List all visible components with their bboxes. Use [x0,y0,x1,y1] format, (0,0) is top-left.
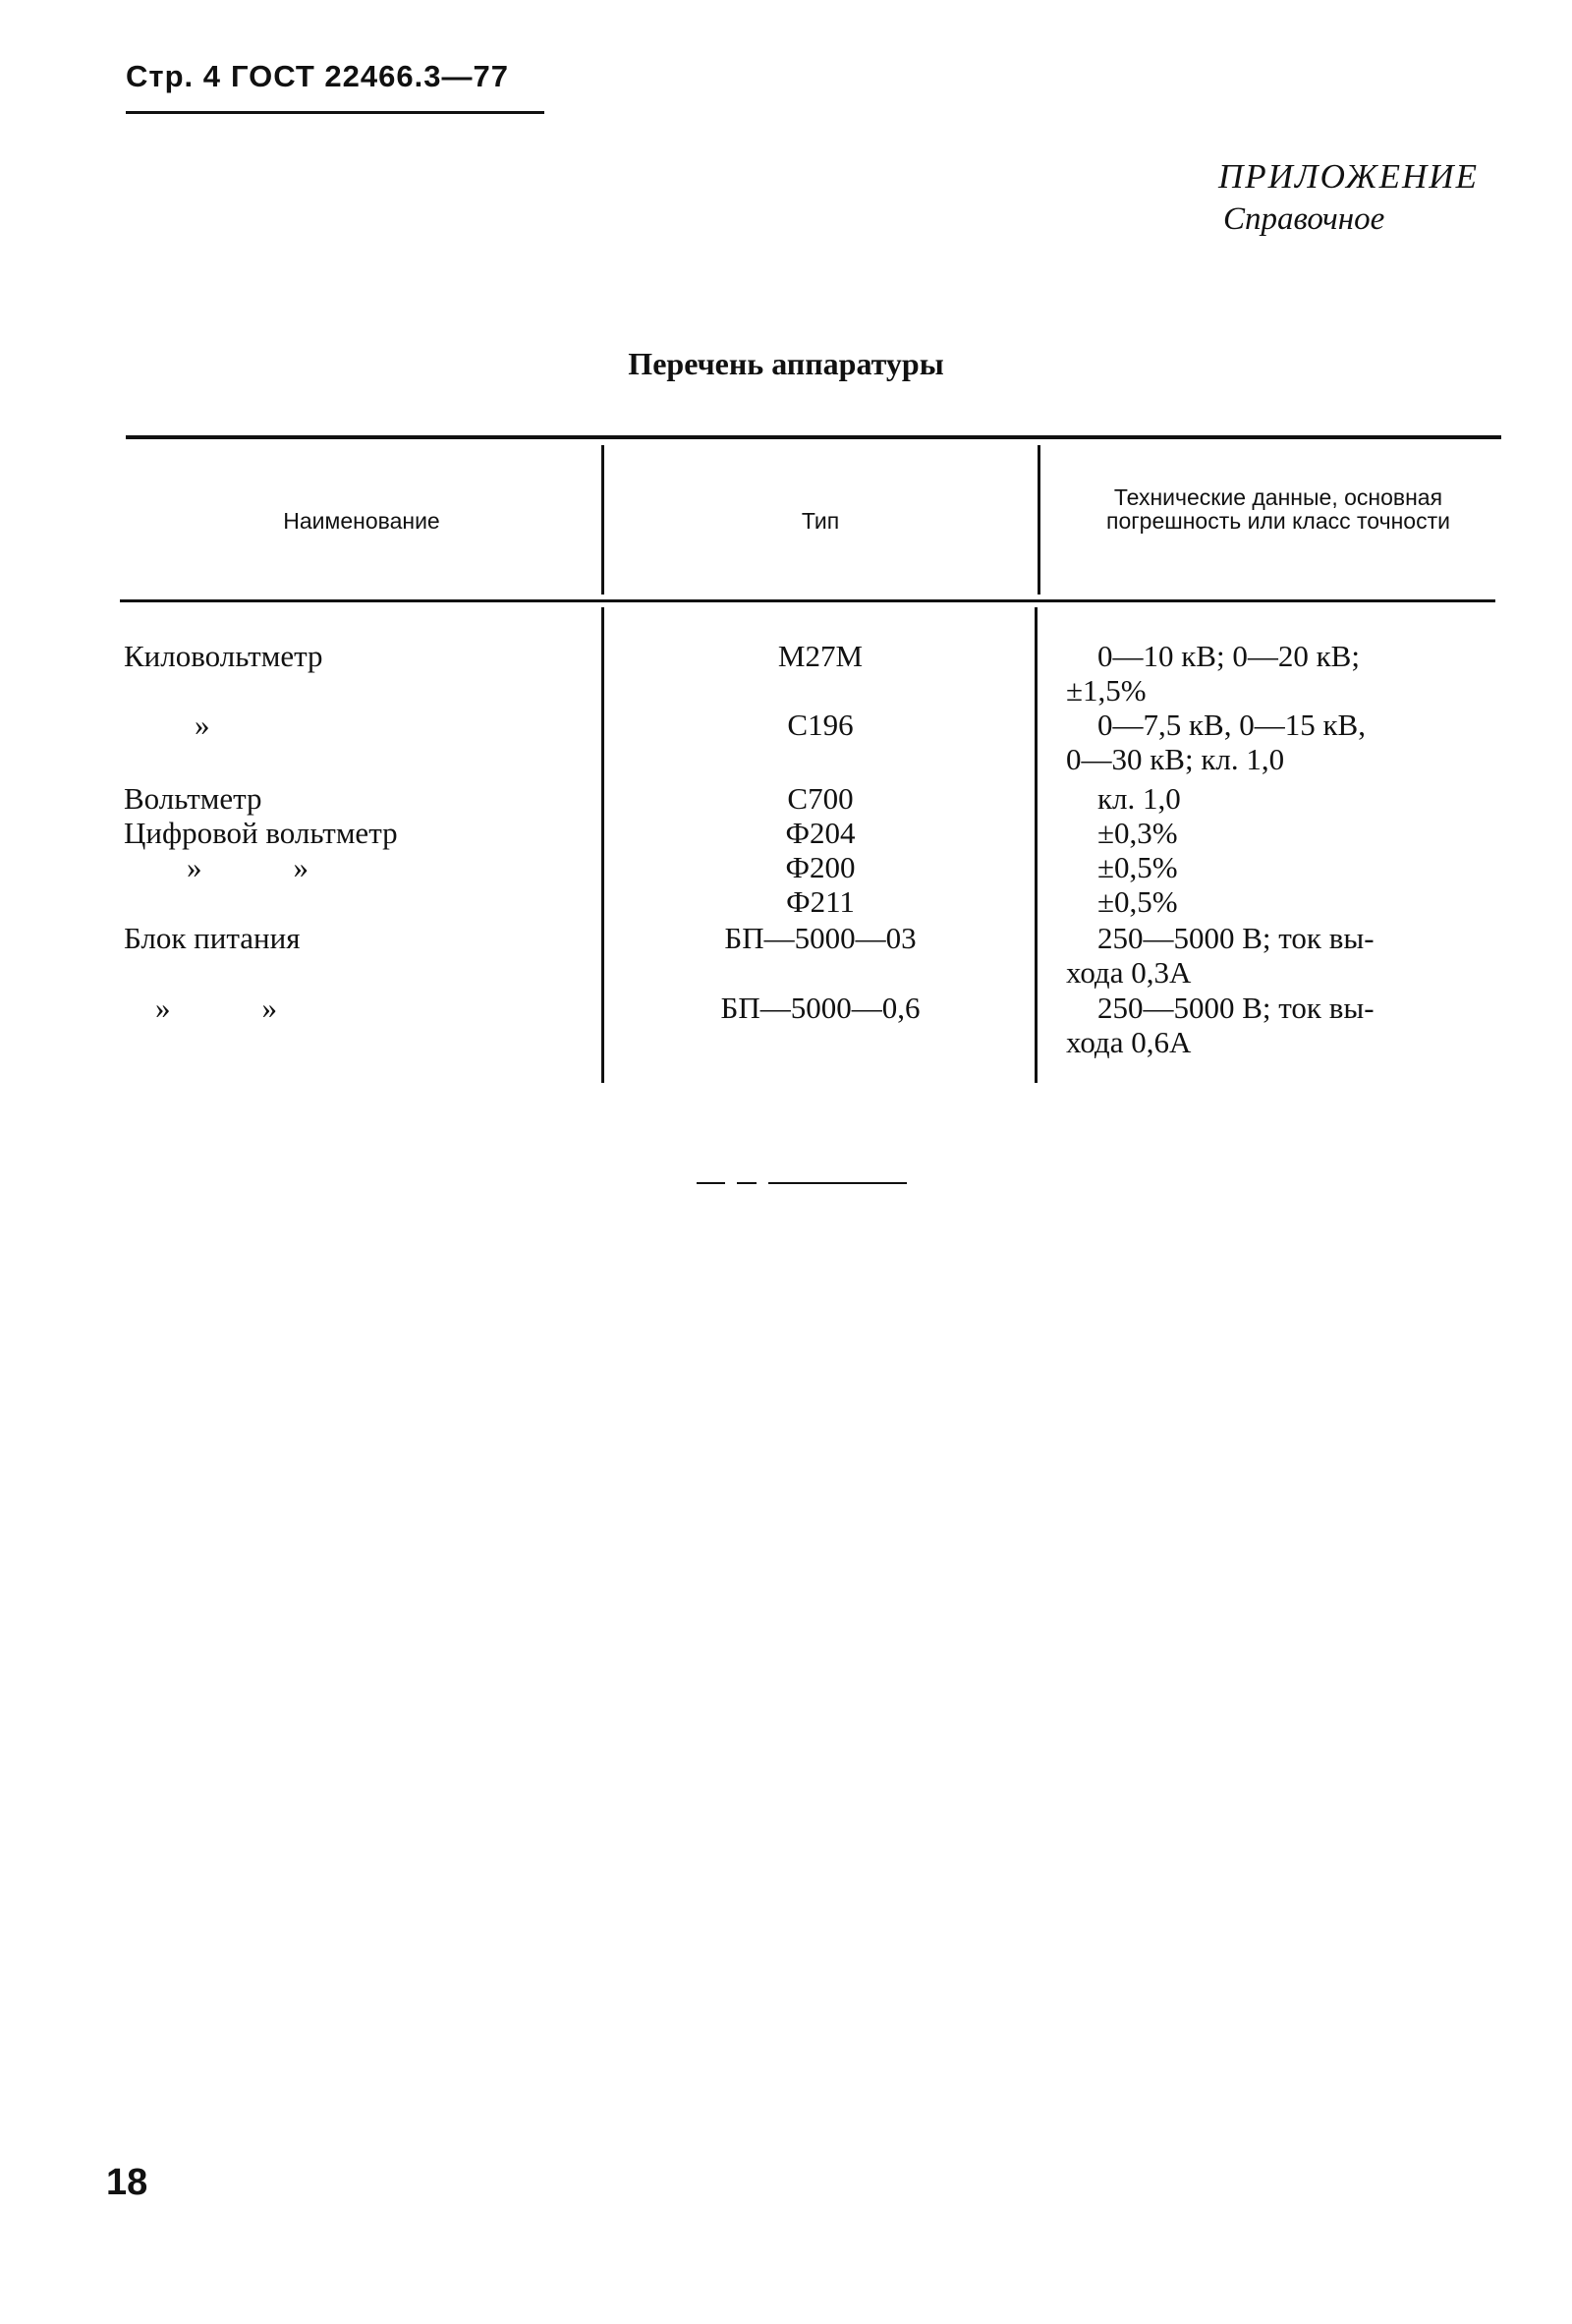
table-row-name: Блок питания [124,921,301,955]
table-row-type: С196 [787,708,854,742]
table-row-name: Киловольтметр [124,639,323,673]
spec-line: ±0,3% [1097,816,1178,850]
table-row-type: БП—5000—0,6 [720,991,921,1025]
page-number: 18 [106,2162,148,2203]
table-row-name: Цифровой вольтметр [124,816,398,850]
standard-number: ГОСТ 22466.3—77 [230,59,509,93]
spec-line: ±1,5% [1066,673,1147,708]
table-row-name: » » [187,850,309,884]
table-row-spec [1066,850,1488,884]
spec-line: ±0,5% [1097,884,1178,919]
column-divider-2 [1038,445,1040,595]
table-row-spec [1066,816,1488,850]
table-row-spec [1066,991,1488,1059]
spec-line: 250—5000 В; ток вы- [1097,991,1375,1025]
spec-line: 0—10 кВ; 0—20 кВ; [1097,639,1360,673]
table-row-type: Ф211 [786,884,855,919]
table-row-type: М27М [777,639,864,673]
table-row-spec [1066,708,1488,776]
header-underline [126,111,544,114]
table-row-type: С700 [787,781,854,816]
spec-line: 250—5000 В; ток вы- [1097,921,1375,955]
table-row-name: » [195,708,210,742]
table-row-spec [1066,884,1488,919]
table-row-type: Ф204 [785,816,856,850]
column-header-type: Тип [801,508,840,534]
table-row-spec [1066,921,1488,990]
column-header-name: Наименование [283,508,440,534]
running-header [126,59,509,94]
page-label: Стр. 4 [126,59,221,93]
table-title: Перечень аппаратуры [628,346,944,381]
spec-line: хода 0,6А [1066,1025,1192,1059]
spec-line: 0—7,5 кВ, 0—15 кВ, [1097,708,1366,742]
table-row-type: Ф200 [785,850,856,884]
end-rule-gap [757,1180,768,1186]
appendix-subtitle: Справочное [1223,201,1385,237]
column-header-spec: Технические данные, основная погрешность или класс точности [1106,484,1450,534]
table-row-name: » » [155,991,277,1025]
table-top-rule [126,435,1501,439]
spec-line: ±0,5% [1097,850,1178,884]
appendix-title: ПРИЛОЖЕНИЕ [1218,157,1479,196]
spec-line: хода 0,3А [1066,955,1192,990]
table-header-rule [120,599,1495,602]
spec-line: кл. 1,0 [1097,781,1181,816]
table-row-spec [1066,781,1488,816]
spec-line: 0—30 кВ; кл. 1,0 [1066,742,1285,776]
table-row-spec [1066,639,1488,708]
table-row-name: Вольтметр [124,781,262,816]
column-divider-1 [601,445,604,595]
end-rule-gap [725,1180,737,1186]
table-row-type: БП—5000—03 [724,921,917,955]
